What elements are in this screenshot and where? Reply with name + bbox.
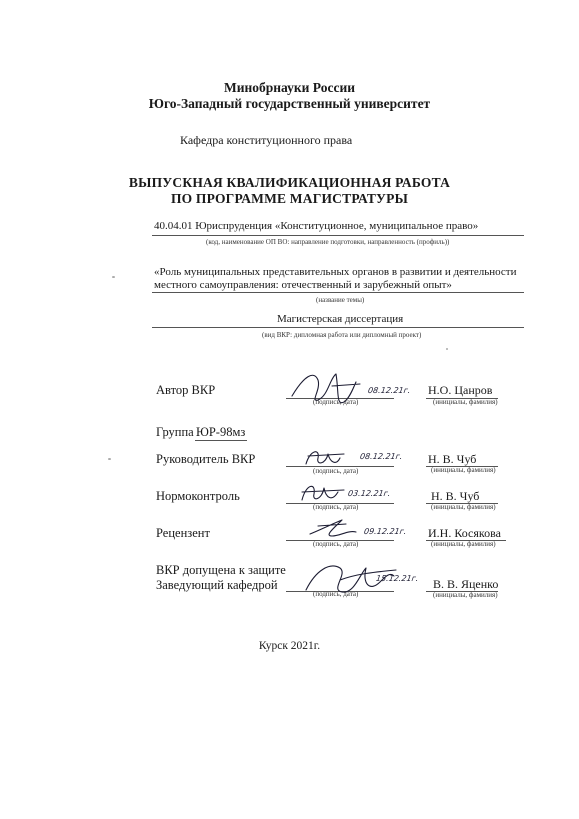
group-value: ЮР-98мз xyxy=(196,425,246,439)
admitted-to-defense-label: ВКР допущена к защите xyxy=(156,563,286,577)
norm-control-label: Нормоконтроль xyxy=(156,489,240,503)
norm-control-date: 03.12.21г. xyxy=(347,489,392,498)
reviewer-name: И.Н. Косякова xyxy=(428,526,501,540)
supervisor-name-caption: (инициалы, фамилия) xyxy=(431,466,496,474)
norm-control-name: Н. В. Чуб xyxy=(431,489,480,503)
program-caption: (код, наименование ОП ВО: направление подготовки, направленность (профиль)) xyxy=(206,238,450,246)
supervisor-name: Н. В. Чуб xyxy=(428,452,477,466)
supervisor-label: Руководитель ВКР xyxy=(156,452,256,466)
norm-control-signature-caption: (подпись, дата) xyxy=(313,503,359,511)
city-year: Курск 2021г. xyxy=(258,640,321,652)
document-title-line-2: ПО ПРОГРАММЕ МАГИСТРАТУРЫ xyxy=(170,191,409,206)
topic-underline xyxy=(152,292,524,293)
reviewer-signature-caption: (подпись, дата) xyxy=(313,540,359,548)
reviewer-date: 09.12.21г. xyxy=(363,527,408,536)
group-label: Группа xyxy=(156,425,194,439)
supervisor-signature-caption: (подпись, дата) xyxy=(313,467,359,475)
scan-artifact xyxy=(446,348,448,350)
head-date: 15.12.21г. xyxy=(375,574,420,583)
scan-artifact xyxy=(112,276,115,278)
group-underline xyxy=(195,440,247,441)
ministry-name: Минобрнауки России xyxy=(223,80,356,95)
supervisor-date: 08.12.21г. xyxy=(359,452,404,461)
department-name: Кафедра конституционного права xyxy=(180,133,353,147)
topic-line-2: местного самоуправления: отечественный и зарубежный опыт» xyxy=(154,279,452,291)
norm-control-name-caption: (инициалы, фамилия) xyxy=(431,503,496,511)
head-name-caption: (инициалы, фамилия) xyxy=(433,591,498,599)
author-name: Н.О. Цанров xyxy=(428,383,493,397)
program-value: 40.04.01 Юриспруденция «Конституционное, муниципальное право» xyxy=(154,220,479,232)
author-label: Автор ВКР xyxy=(156,383,216,397)
head-name: В. В. Яценко xyxy=(433,577,499,591)
topic-line-1: «Роль муниципальных представительных органов в развитии и деятельности xyxy=(154,266,517,278)
work-type-underline xyxy=(152,327,524,328)
work-type-caption: (вид ВКР: дипломная работа или дипломный проект) xyxy=(262,331,422,339)
topic-caption: (название темы) xyxy=(316,296,365,304)
work-type-value: Магистерская диссертация xyxy=(277,313,404,325)
document-title-line-1: ВЫПУСКНАЯ КВАЛИФИКАЦИОННАЯ РАБОТА xyxy=(128,175,451,190)
reviewer-name-caption: (инициалы, фамилия) xyxy=(431,540,496,548)
author-signature-caption: (подпись, дата) xyxy=(313,398,359,406)
head-signature-caption: (подпись, дата) xyxy=(313,590,359,598)
author-date: 08.12.21г. xyxy=(367,386,412,395)
reviewer-label: Рецензент xyxy=(156,526,210,540)
head-of-department-label: Заведующий кафедрой xyxy=(156,578,278,592)
scan-artifact xyxy=(108,458,111,460)
program-underline xyxy=(152,235,524,236)
author-name-caption: (инициалы, фамилия) xyxy=(433,398,498,406)
university-name: Юго-Западный государственный университет xyxy=(148,96,431,111)
